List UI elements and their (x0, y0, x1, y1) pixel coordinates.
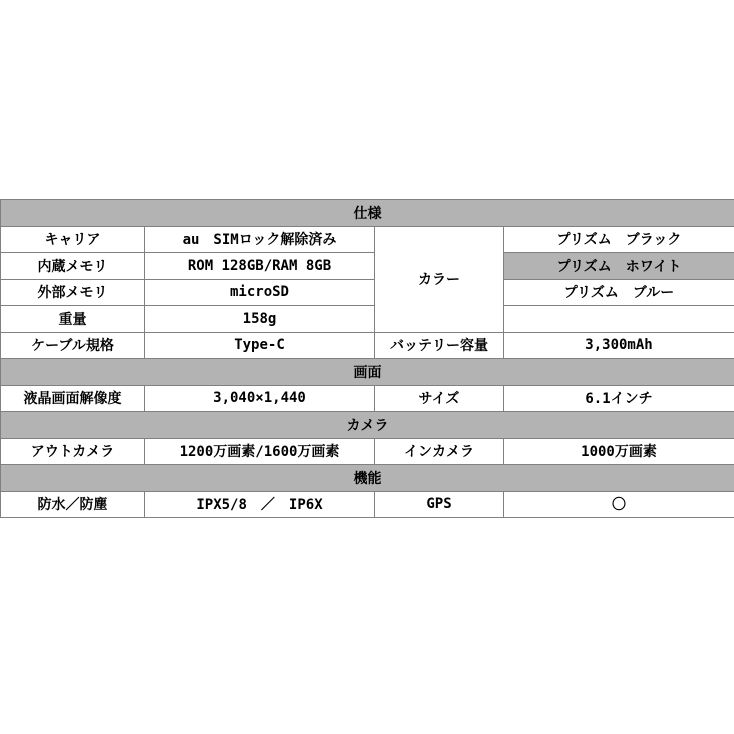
carrier-value: au SIMロック解除済み (145, 226, 375, 253)
table-row (1, 226, 734, 253)
cable-value: Type-C (145, 332, 375, 359)
cable-label: ケーブル規格 (1, 332, 145, 359)
color-option-black: プリズム ブラック (504, 226, 734, 253)
carrier-label: キャリア (1, 226, 145, 253)
table-row (1, 491, 734, 518)
spec-table (0, 199, 734, 518)
in-camera-label: インカメラ (375, 438, 504, 465)
table-row (1, 253, 734, 280)
table-row (1, 438, 734, 465)
size-value: 6.1インチ (504, 385, 734, 412)
color-label: カラー (375, 226, 504, 332)
gps-label: GPS (375, 491, 504, 518)
storage-value: ROM 128GB/RAM 8GB (145, 253, 375, 280)
battery-value: 3,300mAh (504, 332, 734, 359)
external-memory-label: 外部メモリ (1, 279, 145, 306)
color-option-empty (504, 306, 734, 333)
color-option-blue: プリズム ブルー (504, 279, 734, 306)
out-camera-label: アウトカメラ (1, 438, 145, 465)
weight-label: 重量 (1, 306, 145, 333)
section-features-row (1, 465, 734, 492)
battery-label: バッテリー容量 (375, 332, 504, 359)
section-title-features: 機能 (1, 465, 734, 492)
section-title-spec: 仕様 (1, 200, 734, 227)
resolution-value: 3,040×1,440 (145, 385, 375, 412)
color-option-white: プリズム ホワイト (504, 253, 734, 280)
in-camera-value: 1000万画素 (504, 438, 734, 465)
gps-value: 〇 (504, 491, 734, 518)
table-row (1, 385, 734, 412)
storage-label: 内蔵メモリ (1, 253, 145, 280)
external-memory-value: microSD (145, 279, 375, 306)
section-display-row (1, 359, 734, 386)
waterproof-value: IPX5/8 ／ IP6X (145, 491, 375, 518)
table-row (1, 279, 734, 306)
weight-value: 158g (145, 306, 375, 333)
section-title-display: 画面 (1, 359, 734, 386)
section-spec-row (1, 200, 734, 227)
section-camera-row (1, 412, 734, 439)
section-title-camera: カメラ (1, 412, 734, 439)
size-label: サイズ (375, 385, 504, 412)
table-row (1, 332, 734, 359)
table-row (1, 306, 734, 333)
waterproof-label: 防水／防塵 (1, 491, 145, 518)
out-camera-value: 1200万画素/1600万画素 (145, 438, 375, 465)
resolution-label: 液晶画面解像度 (1, 385, 145, 412)
